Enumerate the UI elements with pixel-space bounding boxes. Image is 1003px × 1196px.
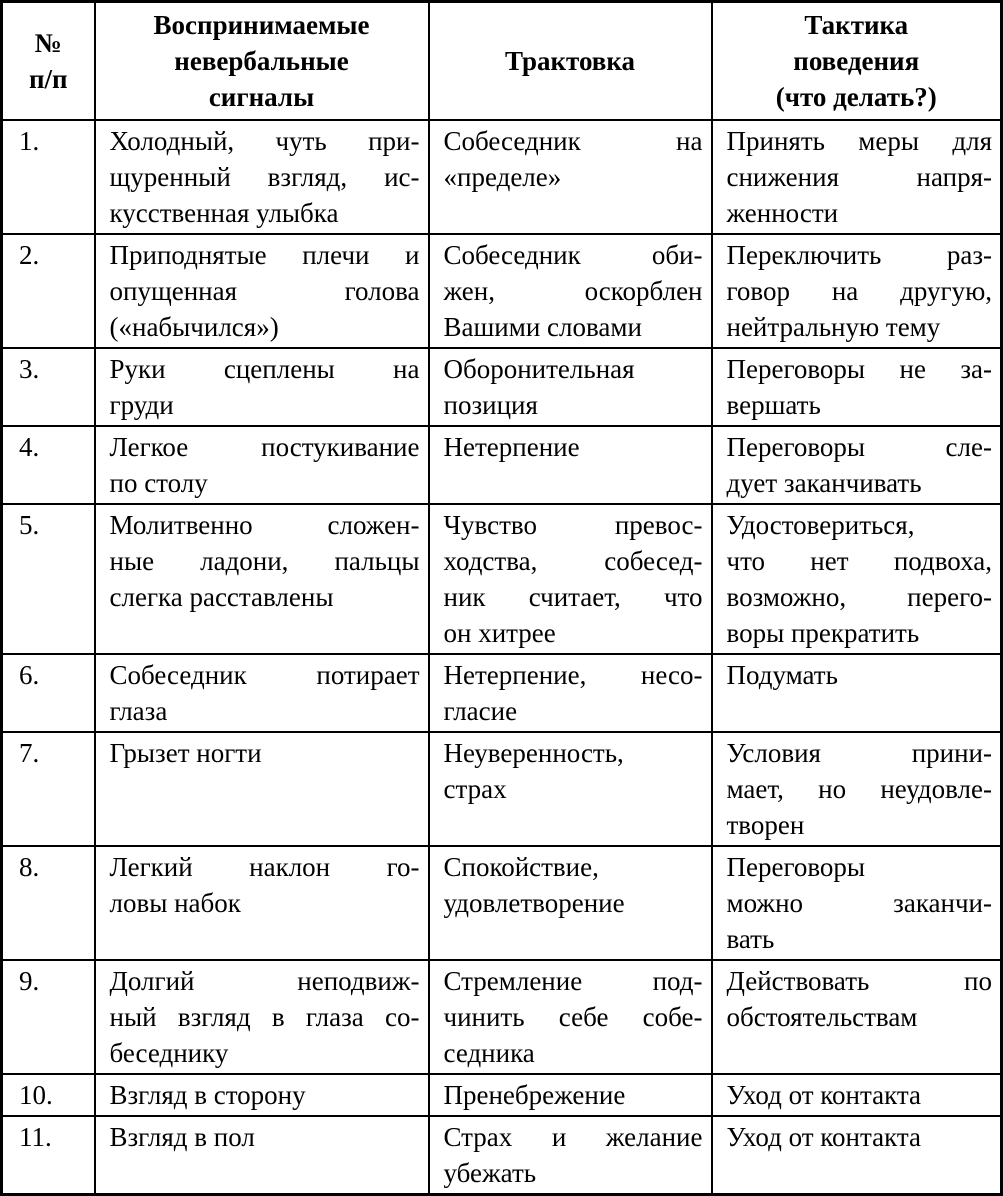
cell-line: Приподнятые плечи и <box>109 240 420 270</box>
row-number: 3. <box>2 348 95 426</box>
cell-line: Подумать <box>726 660 838 690</box>
tactic-cell <box>712 120 1002 234</box>
cell-line: Принять меры для <box>726 126 992 156</box>
row-number: 7. <box>2 732 95 846</box>
cell-line: № <box>34 28 62 58</box>
signal-cell <box>95 654 429 732</box>
cell-line: Вашими словами <box>443 312 642 342</box>
cell-line: страх <box>443 774 507 804</box>
cell-line: Уход от контакта <box>726 1080 921 1110</box>
cell-line: («набычился») <box>109 312 279 342</box>
interpretation-cell <box>429 846 712 960</box>
cell-line: он хитрее <box>443 618 556 648</box>
signal-cell <box>95 1074 429 1116</box>
cell-line: обстоятельствам <box>726 1002 918 1032</box>
cell-line: Собеседник на <box>443 126 703 156</box>
cell-line: Трактовка <box>504 46 636 76</box>
table-row <box>2 732 1002 846</box>
row-number: 4. <box>2 426 95 504</box>
signal-cell <box>95 504 429 654</box>
cell-line: Холодный, чуть при- <box>109 126 420 156</box>
cell-line: удовлетворение <box>443 888 625 918</box>
signal-cell <box>95 846 429 960</box>
cell-line: Пренебрежение <box>443 1080 626 1110</box>
header-row <box>2 2 1002 121</box>
cell-line: вать <box>726 924 775 954</box>
cell-line: глаза <box>109 696 168 726</box>
interpretation-cell <box>429 504 712 654</box>
tactic-cell <box>712 846 1002 960</box>
table-row <box>2 234 1002 348</box>
cell-line: Воспринимаемые <box>153 10 370 40</box>
tactic-cell <box>712 1116 1002 1195</box>
cell-line: Собеседник оби- <box>443 240 703 270</box>
cell-line: Страх и желание <box>443 1122 703 1152</box>
tactic-cell <box>712 504 1002 654</box>
row-number: 8. <box>2 846 95 960</box>
signal-cell <box>95 120 429 234</box>
table-row <box>2 960 1002 1074</box>
cell-line: женности <box>726 198 839 228</box>
cell-line: дует заканчивать <box>726 468 922 498</box>
cell-line: Неуверенность, <box>443 738 624 768</box>
cell-line: Взгляд в сторону <box>109 1080 306 1110</box>
cell-line: Взгляд в пол <box>109 1122 255 1152</box>
table-row <box>2 1074 1002 1116</box>
cell-line: мает, но неудовле- <box>726 774 992 804</box>
interpretation-cell <box>429 348 712 426</box>
cell-line: ник считает, что <box>443 582 703 612</box>
cell-line: Действовать по <box>726 966 992 996</box>
cell-line: ловы набок <box>109 888 241 918</box>
header-cell-interpretation <box>429 2 712 121</box>
signal-cell <box>95 234 429 348</box>
signal-cell <box>95 348 429 426</box>
cell-line: «пределе» <box>443 162 562 192</box>
row-number: 10. <box>2 1074 95 1116</box>
tactic-cell <box>712 1074 1002 1116</box>
row-number: 5. <box>2 504 95 654</box>
signal-cell <box>95 426 429 504</box>
interpretation-cell <box>429 120 712 234</box>
interpretation-cell <box>429 1116 712 1195</box>
cell-line: Тактика <box>804 10 909 40</box>
header-cell-tactic <box>712 2 1002 121</box>
cell-line: Переключить раз- <box>726 240 992 270</box>
cell-line: Нетерпение <box>443 432 580 462</box>
cell-line: Чувство превос- <box>443 510 703 540</box>
cell-line: гласие <box>443 696 518 726</box>
cell-line: (что делать?) <box>775 82 937 112</box>
header-cell-signal <box>95 2 429 121</box>
cell-line: Легкое постукивание <box>109 432 420 462</box>
cell-line: поведения <box>793 46 920 76</box>
tactic-cell <box>712 426 1002 504</box>
cell-line: ный взгляд в глаза со- <box>109 1002 420 1032</box>
interpretation-cell <box>429 234 712 348</box>
signal-cell <box>95 1116 429 1195</box>
cell-line: Переговоры сле- <box>726 432 992 462</box>
table-row <box>2 348 1002 426</box>
cell-line: Стремление под- <box>443 966 703 996</box>
interpretation-cell <box>429 732 712 846</box>
cell-line: Нетерпение, несо- <box>443 660 703 690</box>
cell-line: говор на другую, <box>726 276 992 306</box>
cell-line: седника <box>443 1038 535 1068</box>
cell-line: невербальные <box>174 46 349 76</box>
table-row <box>2 654 1002 732</box>
cell-line: можно заканчи- <box>726 888 992 918</box>
cell-line: сигналы <box>208 82 315 112</box>
cell-line: кусственная улыбка <box>109 198 339 228</box>
interpretation-cell <box>429 1074 712 1116</box>
cell-line: Собеседник потирает <box>109 660 420 690</box>
cell-line: снижения напря- <box>726 162 992 192</box>
cell-line: Легкий наклон го- <box>109 852 420 882</box>
cell-line: по столу <box>109 468 208 498</box>
cell-line: жен, оскорблен <box>443 276 703 306</box>
header-cell-num <box>2 2 95 121</box>
cell-line: Руки сцеплены на <box>109 354 420 384</box>
tactic-cell <box>712 348 1002 426</box>
row-number: 11. <box>2 1116 95 1195</box>
cell-line: воры прекратить <box>726 618 920 648</box>
cell-line: Переговоры <box>726 852 866 882</box>
cell-line: Грызет ногти <box>109 738 262 768</box>
cell-line: нейтральную тему <box>726 312 941 342</box>
cell-line: вершать <box>726 390 821 420</box>
row-number: 2. <box>2 234 95 348</box>
cell-line: беседнику <box>109 1038 229 1068</box>
tactic-cell <box>712 960 1002 1074</box>
cell-line: п/п <box>28 64 68 94</box>
cell-line: чинить себе собе- <box>443 1002 703 1032</box>
cell-line: Переговоры не за- <box>726 354 992 384</box>
interpretation-cell <box>429 426 712 504</box>
cell-line: возможно, перего- <box>726 582 992 612</box>
cell-line: Оборонительная <box>443 354 635 384</box>
tactic-cell <box>712 234 1002 348</box>
signal-cell <box>95 960 429 1074</box>
row-number: 6. <box>2 654 95 732</box>
interpretation-cell <box>429 654 712 732</box>
cell-line: что нет подвоха, <box>726 546 992 576</box>
table-row <box>2 120 1002 234</box>
cell-line: Молитвенно сложен- <box>109 510 420 540</box>
cell-line: Уход от контакта <box>726 1122 921 1152</box>
cell-line: Удостовериться, <box>726 510 915 540</box>
cell-line: творен <box>726 810 805 840</box>
cell-line: ходства, собесед- <box>443 546 703 576</box>
cell-line: щуренный взгляд, ис- <box>109 162 420 192</box>
table-row <box>2 426 1002 504</box>
table-row <box>2 504 1002 654</box>
cell-line: Спокойствие, <box>443 852 599 882</box>
table-row <box>2 846 1002 960</box>
cell-line: слегка расставлены <box>109 582 334 612</box>
table-row <box>2 1116 1002 1195</box>
cell-line: Долгий неподвиж- <box>109 966 420 996</box>
cell-line: убежать <box>443 1158 537 1188</box>
row-number: 9. <box>2 960 95 1074</box>
table-body <box>2 120 1002 1195</box>
signal-cell <box>95 732 429 846</box>
cell-line: Условия прини- <box>726 738 992 768</box>
cell-line: позиция <box>443 390 538 420</box>
cell-line: опущенная голова <box>109 276 420 306</box>
table-header <box>2 2 1002 121</box>
cell-line: груди <box>109 390 174 420</box>
interpretation-cell <box>429 960 712 1074</box>
tactic-cell <box>712 732 1002 846</box>
cell-line: ные ладони, пальцы <box>109 546 420 576</box>
row-number: 1. <box>2 120 95 234</box>
tactic-cell <box>712 654 1002 732</box>
